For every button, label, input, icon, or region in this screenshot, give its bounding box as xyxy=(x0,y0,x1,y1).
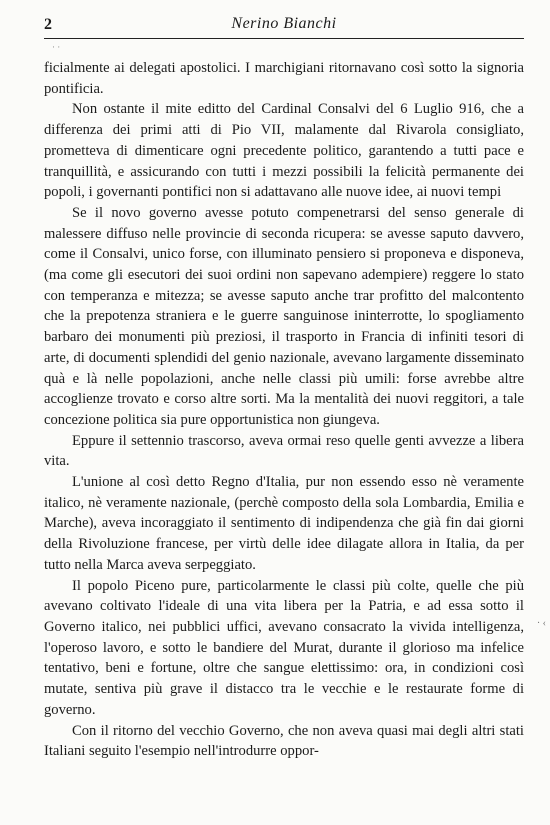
paragraph-6: Il popolo Piceno pure, particolarmente le classi più colte, quelle che più avevano coltivato l'ideale di una vita libera per la Patria, e ad essa sotto il Governo italico, nei pubblici uffici, avevano consacrato la vivida intelligenza, l'operoso lavoro, e sotto le bandiere del Murat, durante il glorioso ma infelice tentativo, beni e fortune, oltre che sangue elettissimo: ora, in condizioni così mutate, sentiva più grave il distacco tra le vecchie e le restaurate forme di governo. xyxy=(44,577,524,718)
page-header xyxy=(44,14,524,40)
page-number: 2 xyxy=(44,16,52,33)
scan-artifact: · · xyxy=(52,42,61,52)
paragraph-1: ficialmente ai delegati apostolici. I marchigiani ritornavano così sotto la signoria pontificia. xyxy=(44,60,524,97)
paragraph-2: Non ostante il mite editto del Cardinal Consalvi del 6 Luglio 916, che a differenza dei primi atti di Pio VII, malamente dal Rivarola consigliato, prometteva di dimenticare ogni precedente politico, garantendo a tutti pace e tranquillità, e assicurando con tutti i mezzi possibili la felicità permanente dei popoli, i governanti pontifici non si adattavano alle nuove idee, ai nuovi tempi xyxy=(44,101,524,201)
scan-artifact-edge: · ‹ xyxy=(536,618,546,629)
paragraph-7: Con il ritorno del vecchio Governo, che non aveva quasi mai degli altri stati Italiani seguito l'esempio nell'introdurre oppor- xyxy=(44,722,524,760)
body-text xyxy=(44,58,524,762)
header-rule xyxy=(44,38,524,39)
running-head: Nerino Bianchi xyxy=(231,15,337,32)
paragraph-5: L'unione al così detto Regno d'Italia, pur non essendo esso nè veramente italico, nè veramente nazionale, (perchè composto della sola Lombardia, Emilia e Marche), aveva incoraggiato il sentimento di indipendenza che già fin dai giorni della Rivoluzione francese, per virtù delle idee dilagate allora in Italia, da per tutto nella Marca aveva serpeggiato. xyxy=(44,474,524,573)
paragraph-4: Eppure il settennio trascorso, aveva ormai reso quelle genti avvezze a libera vita. xyxy=(44,432,524,470)
paragraph-3: Se il novo governo avesse potuto compenetrarsi del senso generale di malessere diffuso nelle provincie di seconda ricupera: se avesse saputo davvero, come il Consalvi, unico forse, con illuminato pensiero si proponeva e disponeva, (ma come gli esecutori dei suoi ordini non sapevano adempiere) reggere lo stato con temperanza e mitezza; se avesse saputo anche trar profitto del malcontento che la prepotenza straniera e le guerre sanguinose ininterrotte, lo spogliamento barbaro dei monumenti più preziosi, il trasporto in Francia di infiniti tesori di arte, di documenti splendidi del genio nazionale, avevano largamente disseminato quà e là nelle popolazioni, anche nelle classi più umili: forse avrebbe altre accoglienze trovato e corso altre sorti. Ma la mentalità dei nuovi reggitori, a tale concezione politica sia pure opportunistica non giungeva. xyxy=(44,204,524,428)
